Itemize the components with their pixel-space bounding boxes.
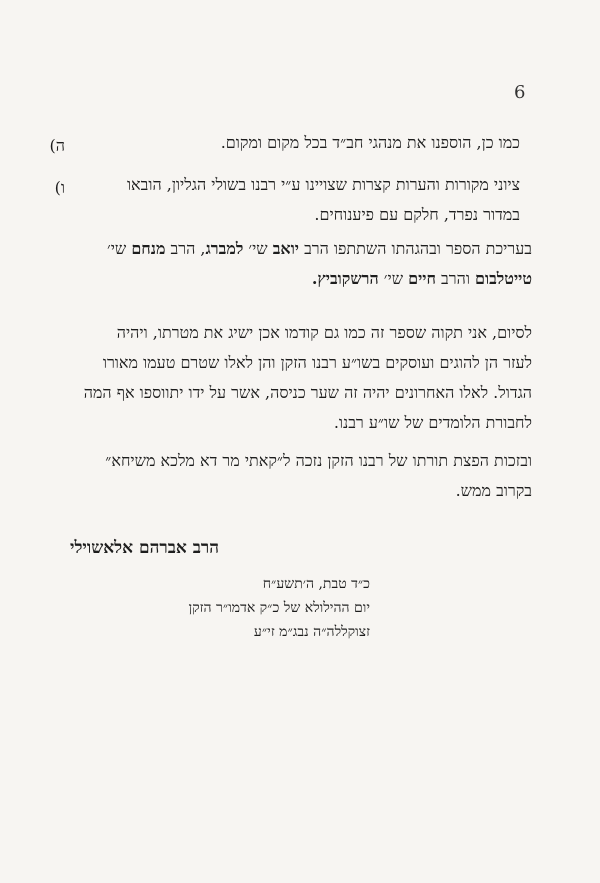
item-he-text	[120, 132, 520, 162]
editor-name: יואב	[272, 239, 299, 258]
item-he-line: כמו כן, הוספנו את מנהגי חב״ד בכל מקום ומקום.	[220, 133, 520, 152]
editing-line-2	[62, 268, 532, 298]
closing-line: הגדול. לאלו האחרונים יהיה זה שער כניסה, אשר על ידו יתווספו אף המה	[83, 383, 532, 402]
editor-surname: טייטלבום	[475, 269, 532, 288]
item-vav-text	[80, 174, 520, 234]
item-vav-line-2: במדור נפרד, חלקם עם פיענוחים.	[314, 205, 520, 224]
closing-line: לסיום, אני תקוה שספר זה כמו גם קודמו אכן ישיג את מטרתו, ויהיה	[116, 323, 532, 342]
editing-text: שי׳	[378, 269, 409, 288]
editing-line-1	[62, 238, 532, 268]
blessing-line: בקרוב ממש.	[455, 481, 532, 500]
editing-text: שי׳	[243, 239, 273, 258]
editor-name: מנחם	[131, 239, 166, 258]
date-line: זצוקללה״ה נבג״מ זי״ע	[253, 624, 370, 640]
editing-credits	[62, 238, 532, 298]
blessing-paragraph	[52, 450, 532, 510]
closing-line: לעזר הן להוגים ועוסקים בשו״ע רבנו הזקן והן לאלו שטרם טעמו מאורו	[102, 353, 532, 372]
signature: הרב אברהם אלאשוילי	[70, 538, 220, 558]
item-vav-line-1: ציוני מקורות והערות קצרות שצויינו ע״י רבנו בשולי הגליון, הובאו	[126, 175, 520, 194]
date-line: יום ההילולא של כ״ק אדמו״ר הזקן	[188, 600, 370, 616]
editing-text: בעריכת הספר ובהגהתו השתתפו הרב	[298, 239, 532, 258]
editing-text: , הרב	[165, 239, 206, 258]
blessing-line: ובזכות הפצת תורתו של רבנו הזקן נזכה ל״קאתי מר דא מלכא משיחא״	[105, 451, 532, 470]
editing-text: והרב	[435, 269, 475, 288]
editing-text: שי׳	[107, 239, 132, 258]
date-line: כ״ד טבת, ה׳תשע״ח	[262, 576, 370, 592]
closing-paragraph	[42, 322, 532, 442]
date-block	[120, 575, 370, 647]
closing-line: לחבורת הלומדים של שו״ע רבנו.	[333, 413, 532, 432]
item-letter-vav: ו)	[54, 178, 65, 197]
editor-surname: הרשקוביץ.	[311, 269, 379, 288]
editor-name: חיים	[408, 269, 436, 288]
item-letter-he: ה)	[49, 136, 65, 155]
editor-surname: למברג	[205, 239, 244, 258]
page-number: 6	[514, 82, 526, 103]
